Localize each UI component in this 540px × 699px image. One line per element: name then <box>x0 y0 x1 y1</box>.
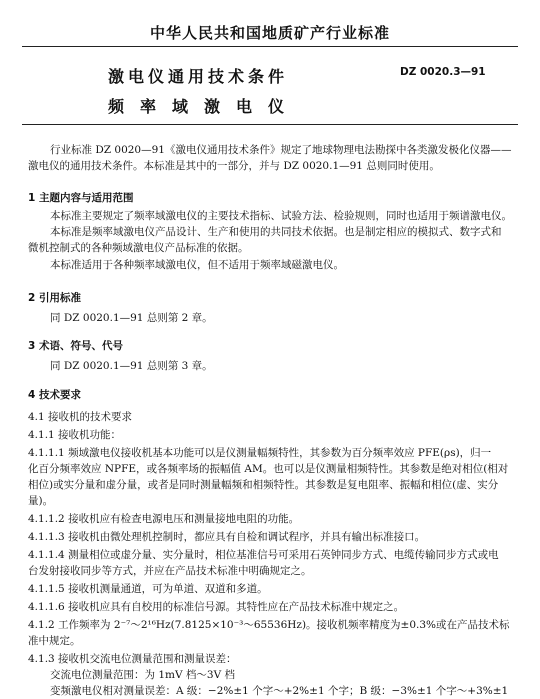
clause-4-1: 4.1 接收机的技术要求 <box>28 411 133 423</box>
section-1-line-4: 本标准适用于各种频率域激电仪，但不适用于频率域磁激电仪。 <box>50 259 344 271</box>
section-3-heading: 3 术语、符号、代号 <box>28 340 123 352</box>
clause-4-1-2-line-2: 准中规定。 <box>28 635 81 647</box>
clause-4-1-3-range: 交流电位测量范围：为 1mV 档～3V 档 <box>50 669 235 681</box>
section-1-line-3: 微机控制式的各种频域激电仪产品标准的依据。 <box>28 242 249 254</box>
standard-category-header: 中华人民共和国地质矿产行业标准 <box>149 24 390 42</box>
clause-4-1-1-4-line-2: 台发射接收同步等方式，并应在产品技术标准中明确规定之。 <box>28 565 312 577</box>
clause-4-1-1-1-line-3: 相位)或实分量和虚分量，或者是同时测量幅频和相频特性。其参数是复电阻率、振幅和相位(虚、实分 <box>28 479 499 491</box>
section-3-line: 同 DZ 0020.1—91 总则第 3 章。 <box>50 360 213 372</box>
clause-4-1-2-line-1: 4.1.2 工作频率为 2⁻⁷～2¹⁶Hz(7.8125×10⁻³～65536Hz)。接收机频率精度为±0.3%或在产品技术标 <box>28 619 510 631</box>
header-rule <box>22 46 518 47</box>
standard-code: DZ 0020.3—91 <box>400 66 486 78</box>
section-2-heading: 2 引用标准 <box>28 292 81 304</box>
section-2-line: 同 DZ 0020.1—91 总则第 2 章。 <box>50 312 213 324</box>
clause-4-1-1-5: 4.1.1.5 接收机测量通道，可为单道、双道和多道。 <box>28 583 268 595</box>
section-4-heading: 4 技术要求 <box>28 389 81 401</box>
clause-4-1-3-error: 变频激电仪相对测量误差：A 级：−2%±1 个字～+2%±1 个字；B 级：−3%±1 个字～+3%±1 <box>50 685 509 697</box>
clause-4-1-3: 4.1.3 接收机交流电位测量范围和测量误差： <box>28 653 237 665</box>
clause-4-1-1-6: 4.1.1.6 接收机应具有自校用的标准信号源。其特性应在产品技术标准中规定之。 <box>28 601 405 613</box>
clause-4-1-1-1-line-4: 量)。 <box>28 495 54 507</box>
clause-4-1-1-1-line-2: 化百分频率效应 NPFE，或各频率场的振幅值 AM。也可以是仪测量相频特性。其参数是绝对相位(相对 <box>28 463 509 475</box>
section-1-heading: 1 主题内容与适用范围 <box>28 192 134 204</box>
title-rule <box>22 124 518 125</box>
clause-4-1-1-4-line-1: 4.1.1.4 测量相位或虚分量、实分量时，相位基准信号可采用石英钟同步方式、电缆传输同步方式或电 <box>28 549 499 561</box>
intro-line-1: 行业标准 DZ 0020—91《激电仪通用技术条件》规定了地球物理电法勘探中各类激发极化仪器—— <box>50 144 512 156</box>
clause-4-1-1-1-line-1: 4.1.1.1 频域激电仪接收机基本功能可以是仪测量幅频特性，其参数为百分频率效应 PFE(ρs)，归一 <box>28 447 492 459</box>
document-subtitle: 频率域激电仪 <box>108 97 301 116</box>
clause-4-1-1-2: 4.1.1.2 接收机应有检查电源电压和测量接地电阻的功能。 <box>28 513 300 525</box>
clause-4-1-1: 4.1.1 接收机功能： <box>28 429 122 441</box>
document-title: 激电仪通用技术条件 <box>108 67 289 86</box>
section-1-line-1: 本标准主要规定了频率域激电仪的主要技术指标、试验方法、检验规则，同时也适用于频谱激电仪。 <box>50 210 512 222</box>
clause-4-1-1-3: 4.1.1.3 接收机由微处理机控制时，都应具有自检和调试程序，并具有输出标准接口。 <box>28 531 426 543</box>
intro-line-2: 激电仪的通用技术条件。本标准是其中的一部分，并与 DZ 0020.1—91 总则同时使用。 <box>28 160 440 172</box>
section-1-line-2: 本标准是频率域激电仪产品设计、生产和使用的共同技术依据。也是制定相应的模拟式、数字式和 <box>50 226 502 238</box>
